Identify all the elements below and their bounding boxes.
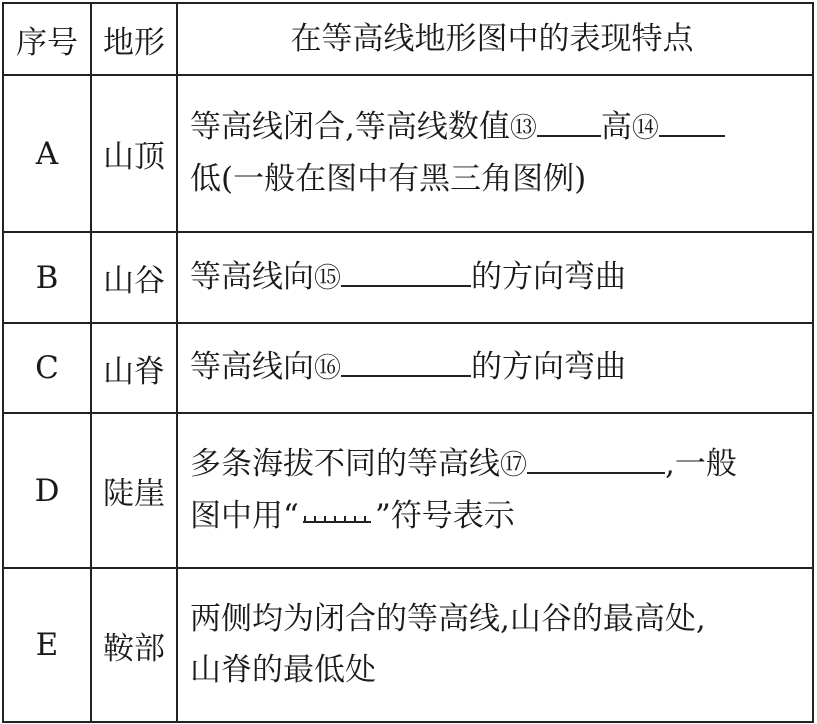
row-b-feature xyxy=(177,232,813,323)
row-d-text-4: ”符号表示 xyxy=(374,498,515,534)
header-feature: 在等高线地形图中的表现特点 xyxy=(177,3,813,75)
row-d-feature xyxy=(177,413,813,568)
row-d-no: D xyxy=(3,413,91,568)
row-c-text-1: 等高线向 xyxy=(190,349,314,385)
blank-17-number: ⑰ xyxy=(500,450,527,481)
blank-16-number: ⑯ xyxy=(314,353,341,384)
row-a-text-3: 低(一般在图中有黑三角图例) xyxy=(190,161,587,197)
blank-15[interactable] xyxy=(341,257,471,287)
blank-14[interactable] xyxy=(659,107,725,137)
row-c-no: C xyxy=(3,323,91,413)
row-a-feature xyxy=(177,75,813,232)
blank-13[interactable] xyxy=(537,107,601,137)
cliff-symbol-icon xyxy=(301,512,373,524)
row-c-landform: 山脊 xyxy=(91,323,177,413)
blank-16[interactable] xyxy=(341,347,471,377)
row-d-text-2: ,一般 xyxy=(665,446,737,482)
row-e-text-2: 山脊的最低处 xyxy=(190,652,376,688)
blank-14-number: ⑭ xyxy=(631,113,659,144)
header-row xyxy=(3,3,813,75)
blank-15-number: ⑮ xyxy=(314,262,341,294)
row-a-text-1: 等高线闭合,等高线数值 xyxy=(190,109,510,145)
row-e-text-1: 两侧均为闭合的等高线,山谷的最高处, xyxy=(190,601,706,637)
row-e-feature xyxy=(177,568,813,722)
row-b-text-2: 的方向弯曲 xyxy=(471,258,626,295)
row-a-no: A xyxy=(3,75,91,232)
row-d-text-1: 多条海拔不同的等高线 xyxy=(190,446,500,482)
table-row-b xyxy=(3,232,813,323)
row-b-no: B xyxy=(3,232,91,323)
blank-17[interactable] xyxy=(527,444,665,474)
header-landform: 地形 xyxy=(91,3,177,75)
table-row-d xyxy=(3,413,813,568)
row-b-landform: 山谷 xyxy=(91,232,177,323)
blank-13-number: ⑬ xyxy=(509,113,537,144)
header-no: 序号 xyxy=(3,3,91,75)
table-row-c xyxy=(3,323,813,413)
landform-table xyxy=(2,2,814,723)
row-e-landform: 鞍部 xyxy=(91,568,177,722)
table-row-a xyxy=(3,75,813,232)
row-a-landform: 山顶 xyxy=(91,75,177,232)
table-row-e xyxy=(3,568,813,722)
row-b-text-1: 等高线向 xyxy=(190,258,314,295)
row-e-no: E xyxy=(3,568,91,722)
row-d-text-3: 图中用“ xyxy=(190,498,299,534)
row-c-feature xyxy=(177,323,813,413)
row-d-landform: 陡崖 xyxy=(91,413,177,568)
row-a-text-2: 高 xyxy=(600,109,632,145)
row-c-text-2: 的方向弯曲 xyxy=(471,349,626,385)
